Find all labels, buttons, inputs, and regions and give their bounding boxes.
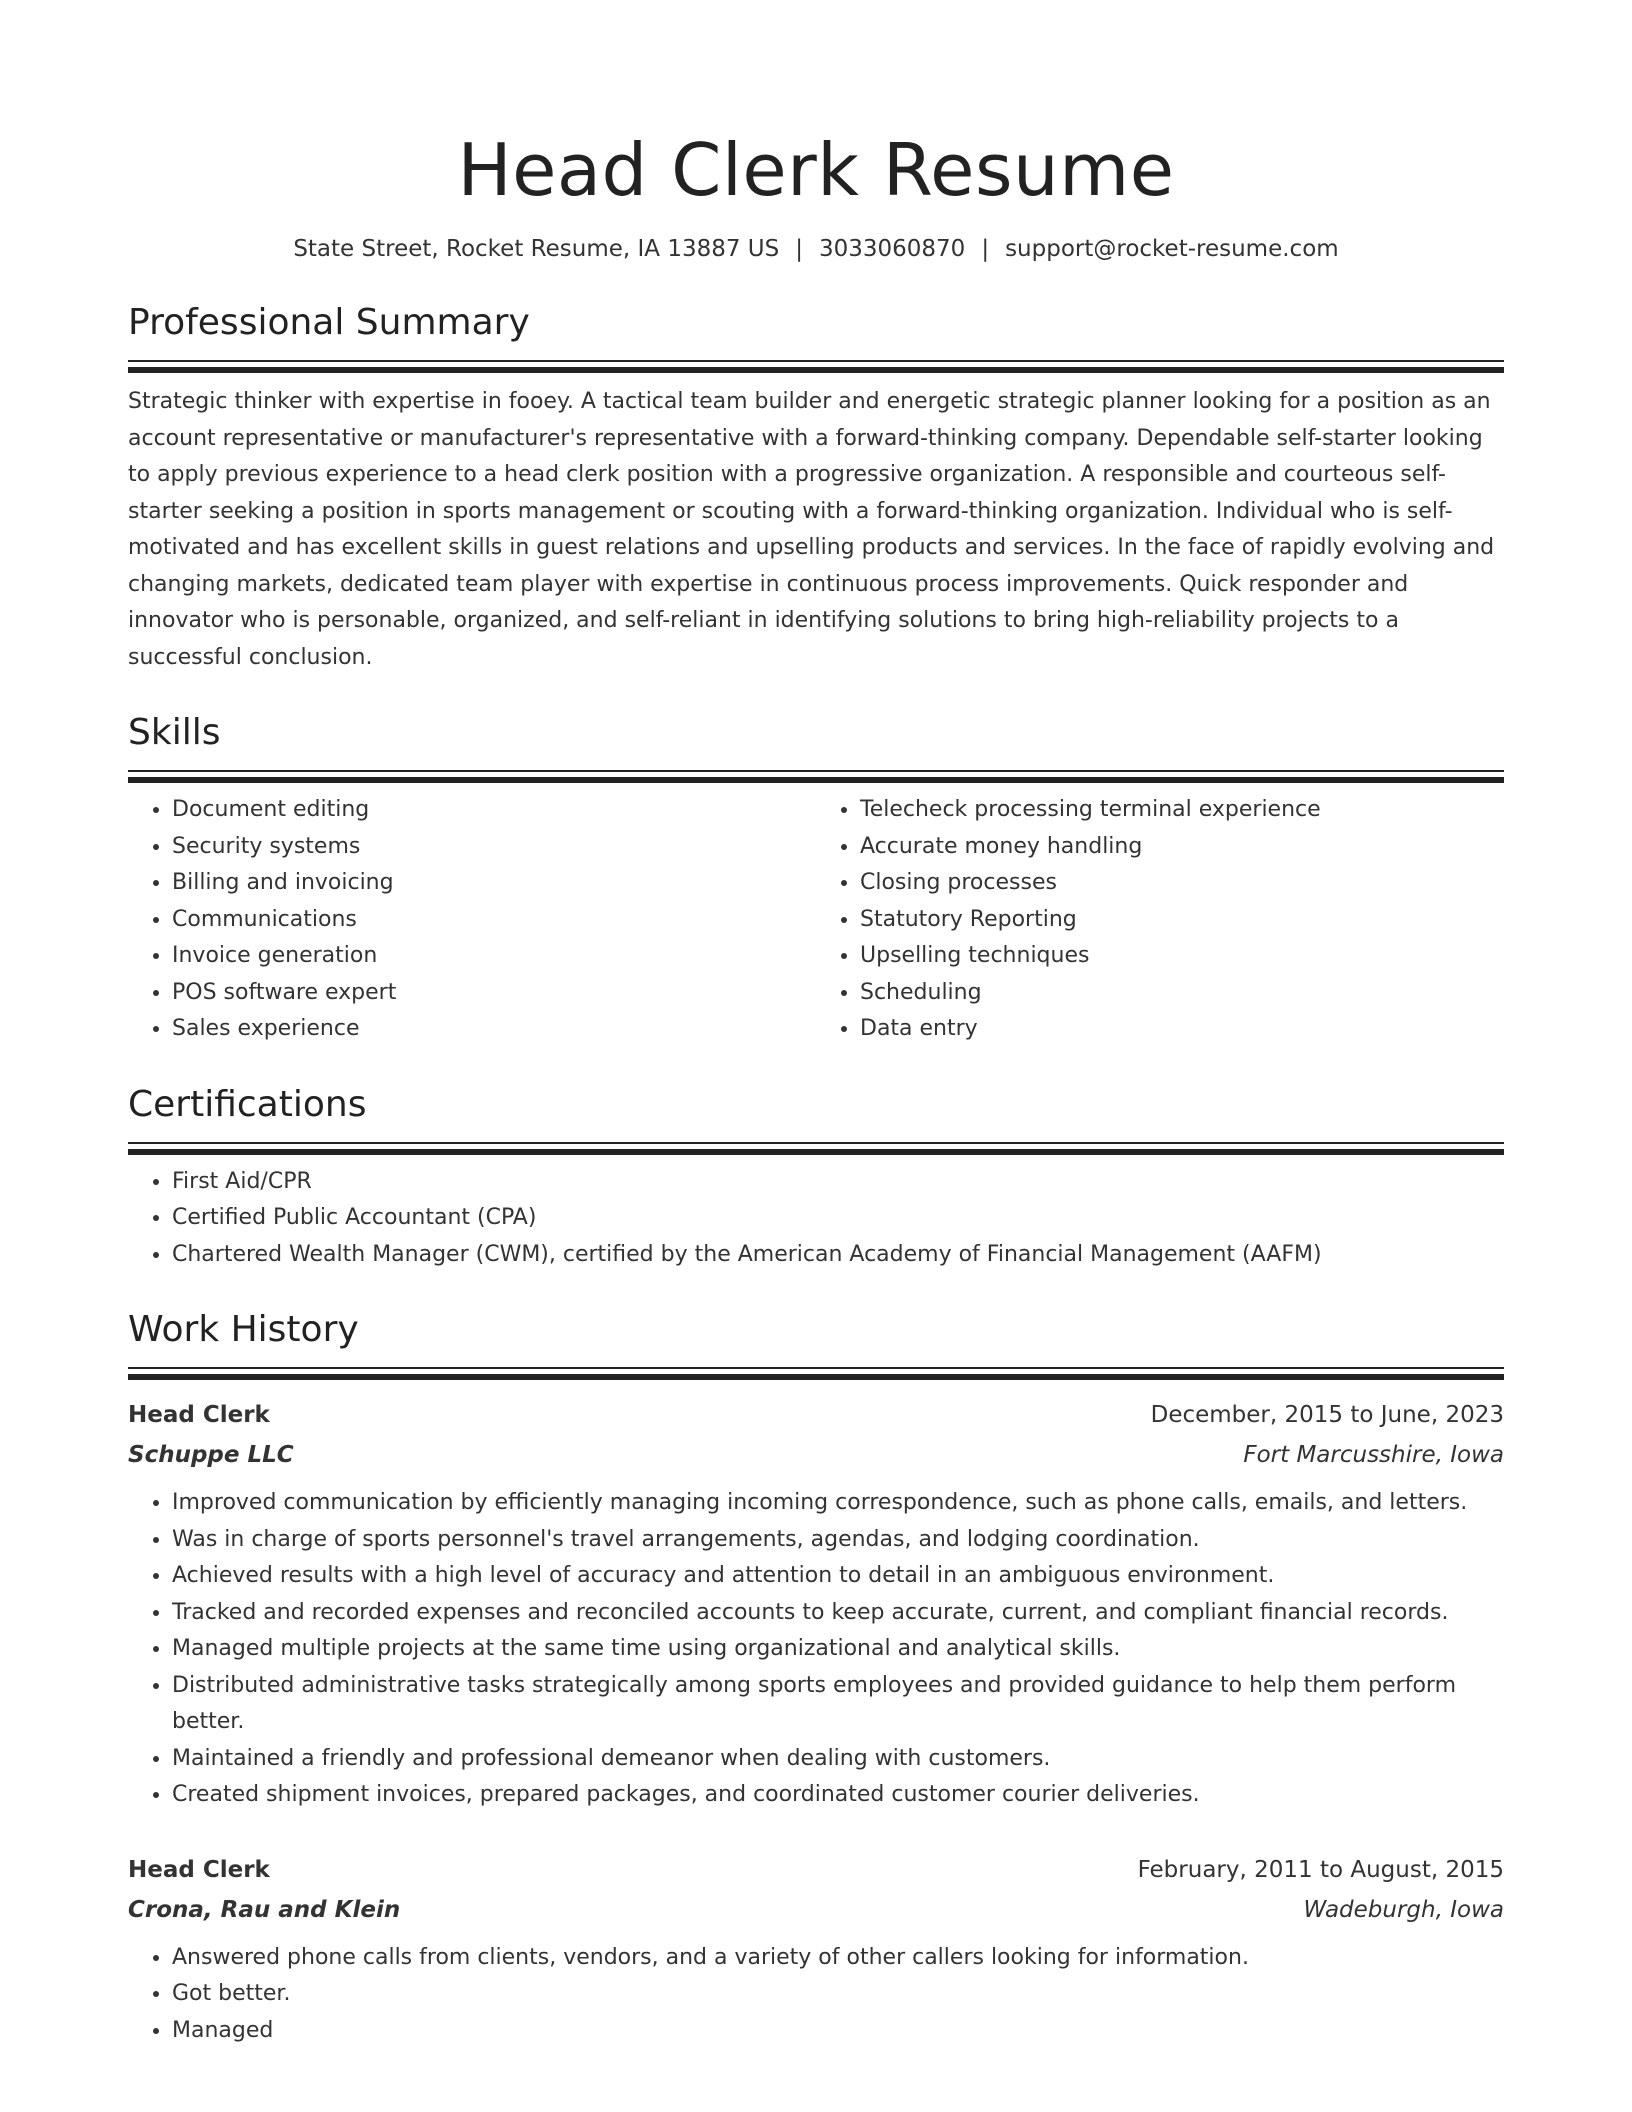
job-bullets	[128, 1940, 1504, 2050]
job-title: Head Clerk	[128, 1856, 270, 1883]
list-item: • Got better.	[172, 1976, 1504, 2013]
section-divider	[128, 770, 1504, 784]
list-item: • Upselling techniques	[860, 938, 1504, 975]
list-item: • Managed multiple projects at the same time using organizational and analytical skills.	[172, 1631, 1504, 1668]
job-entry	[128, 1395, 1504, 1814]
list-item: • Distributed administrative tasks strategically among sports employees and provided guidance to help them perform better.	[172, 1668, 1504, 1741]
certifications-section	[128, 1082, 1504, 1274]
section-heading: Professional Summary	[128, 302, 530, 343]
job-dates: December, 2015 to June, 2023	[1150, 1402, 1504, 1428]
job-dates: February, 2011 to August, 2015	[1137, 1856, 1504, 1883]
contact-phone: 3033060870	[818, 236, 966, 262]
job-header	[128, 1395, 1504, 1435]
work-history-section	[128, 1307, 1504, 2049]
list-item: • POS software expert	[172, 975, 816, 1012]
skills-list-right	[816, 792, 1504, 1048]
certifications-list	[128, 1164, 1504, 1274]
skills-section	[128, 710, 1504, 1048]
list-item: • Maintained a friendly and professional demeanor when dealing with customers.	[172, 1741, 1504, 1778]
job-bullets	[128, 1485, 1504, 1814]
list-item: • Billing and invoicing	[172, 865, 816, 902]
job-subheader	[128, 1435, 1504, 1475]
list-item: • Document editing	[172, 792, 816, 829]
list-item: • Improved communication by efficiently managing incoming correspondence, such as phone calls, emails, and letters.	[172, 1485, 1504, 1522]
section-heading: Skills	[128, 712, 221, 753]
list-item: • Data entry	[860, 1011, 1504, 1048]
contact-line	[128, 232, 1504, 266]
list-item: • Sales experience	[172, 1011, 816, 1048]
list-item: • Was in charge of sports personnel's travel arrangements, agendas, and lodging coordination.	[172, 1522, 1504, 1559]
list-item: • Scheduling	[860, 975, 1504, 1012]
list-item: • Created shipment invoices, prepared packages, and coordinated customer courier deliveries.	[172, 1777, 1504, 1814]
summary-section	[128, 300, 1504, 676]
section-heading: Work History	[128, 1309, 359, 1350]
contact-address: State Street, Rocket Resume, IA 13887 US	[293, 236, 780, 262]
job-subheader	[128, 1890, 1504, 1930]
list-item: • Invoice generation	[172, 938, 816, 975]
list-item: • Certified Public Accountant (CPA)	[172, 1200, 1504, 1237]
section-heading: Certifications	[128, 1083, 367, 1125]
section-divider	[128, 360, 1504, 374]
job-header	[128, 1850, 1504, 1890]
job-company: Crona, Rau and Klein	[128, 1896, 401, 1923]
list-item: • Security systems	[172, 829, 816, 866]
list-item: • Statutory Reporting	[860, 902, 1504, 939]
contact-separator: |	[981, 236, 990, 262]
job-location: Wadeburgh, Iowa	[1303, 1896, 1504, 1923]
section-divider	[128, 1367, 1504, 1381]
list-item: • Achieved results with a high level of accuracy and attention to detail in an ambiguous environment.	[172, 1558, 1504, 1595]
list-item: • Managed	[172, 2013, 1504, 2050]
skills-list-left	[128, 792, 816, 1048]
list-item: • Communications	[172, 902, 816, 939]
list-item: • Accurate money handling	[860, 829, 1504, 866]
list-item: • Telecheck processing terminal experience	[860, 792, 1504, 829]
contact-separator: |	[795, 236, 803, 262]
resume-title: Head Clerk Resume	[457, 128, 1175, 212]
list-item: • Tracked and recorded expenses and reconciled accounts to keep accurate, current, and compliant financial records.	[172, 1595, 1504, 1632]
job-entry	[128, 1850, 1504, 2050]
list-item: • Closing processes	[860, 865, 1504, 902]
list-item: • First Aid/CPR	[172, 1164, 1504, 1201]
list-item: • Chartered Wealth Manager (CWM), certified by the American Academy of Financial Management (AAFM)	[172, 1237, 1504, 1274]
contact-email: support@rocket-resume.com	[1005, 236, 1339, 262]
summary-text: Strategic thinker with expertise in fooey. A tactical team builder and energetic strategic planner looking for a position as an account representative or manufacturer's representative with a forward-thinking company. Dependable self-starter looking to apply previous experience to a head clerk position with a progressive organization. A responsible and courteous self-starter seeking a position in sports management or scouting with a forward-thinking organization. Individual who is self-motivated and has excellent skills in guest relations and upselling products and services. In the face of rapidly evolving and changing markets, dedicated team player with expertise in continuous process improvements. Quick responder and innovator who is personable, organized, and self-reliant in identifying solutions to bring high-reliability projects to a successful conclusion.	[128, 389, 1495, 670]
job-company: Schuppe LLC	[128, 1442, 294, 1468]
job-location: Fort Marcusshire, Iowa	[1243, 1442, 1504, 1468]
section-divider	[128, 1142, 1504, 1156]
skills-grid	[128, 792, 1504, 1048]
list-item: • Answered phone calls from clients, vendors, and a variety of other callers looking for information.	[172, 1940, 1504, 1977]
job-title: Head Clerk	[128, 1402, 270, 1428]
